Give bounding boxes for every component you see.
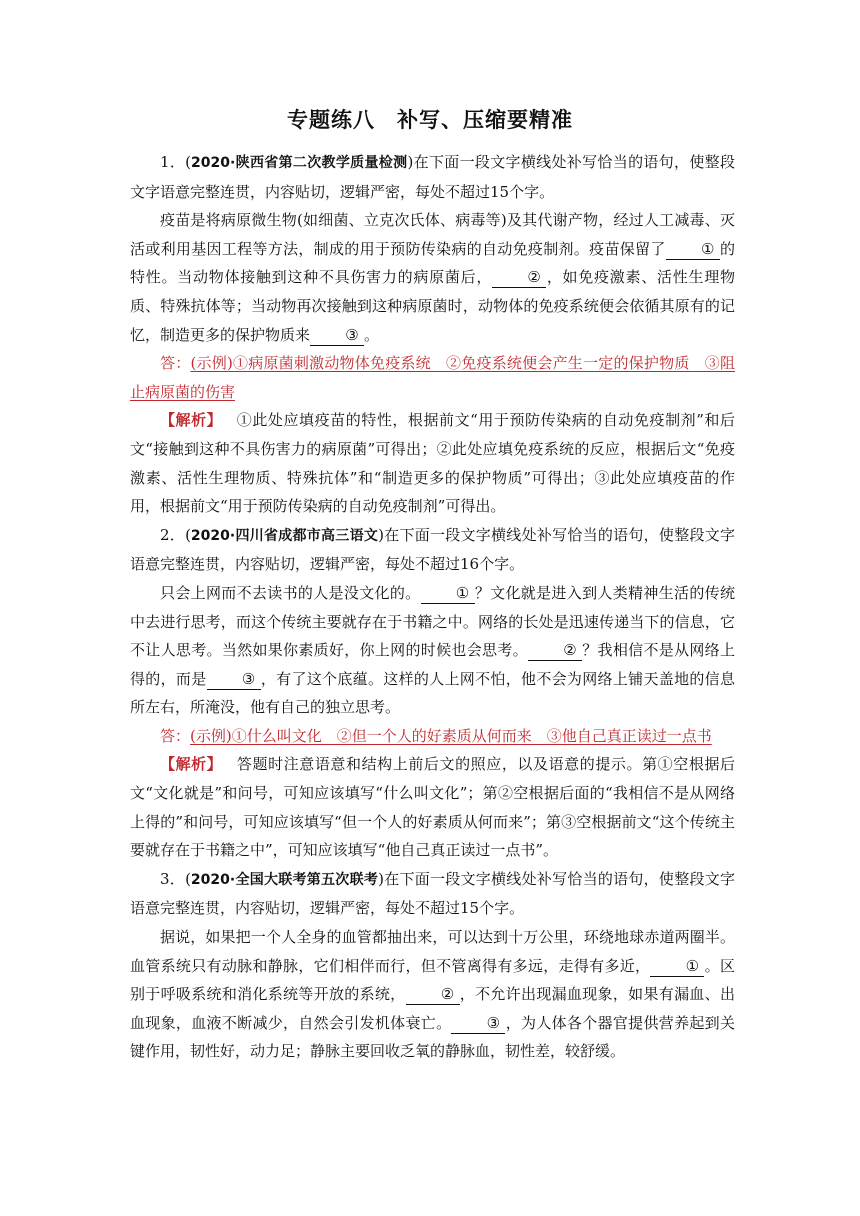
analysis-text: 答题时注意语意和结构上前后文的照应，以及语意的提示。第①空根据后文“文化就是”和问号，可知应该填写“什么叫文化”；第②空根据后面的“我相信不是从网络上得的”和问号，可知应该填写“但一个人的好素质从何而来”；第③空根据前文“这个传统主要就存在于书籍之中”，可知应该填写“他自己真正读过一点书”。 <box>130 755 735 860</box>
blank-1: ① <box>421 583 475 604</box>
question-source: 2020·全国大联考第五次联考 <box>190 871 379 888</box>
question-2-passage <box>130 579 735 722</box>
passage-text: 据说，如果把一个人全身的血管都抽出来，可以达到十万公里，环绕地球赤道两圈半。血管系统只有动脉和静脉，它们相伴而行，但不管离得有多远，走得有多近， <box>130 928 735 975</box>
passage-text: ，如免疫激素、活性生理物质、特殊抗体等；当动物再次接触到这种病原菌时，动物体的免疫系统便会依循其原有的记忆，制造更多的保护物质来 <box>130 268 735 344</box>
question-instruction: )在下面一段文字横线处补写恰当的语句，使整段文字语意完整连贯，内容贴切，逻辑严密，每处不超过16个字。 <box>130 525 735 574</box>
passage-text: ，不允许出现漏血现象，如果有漏血、出血现象，血液不断减少，自然会引发机体衰亡。 <box>130 985 735 1032</box>
document-body <box>130 148 735 1066</box>
blank-3: ③ <box>207 669 261 690</box>
answer-text: (示例)①什么叫文化 ②但一个人的好素质从何而来 ③他自己真正读过一点书 <box>190 726 712 745</box>
page-title: 专题练八 补写、压缩要精准 <box>287 108 573 132</box>
question-2-analysis <box>130 750 735 864</box>
question-2-prompt <box>130 521 735 579</box>
analysis-label: 【解析】 <box>160 411 223 430</box>
passage-text: ？我相信不是从网络上得的，而是 <box>130 641 735 688</box>
question-number: 2．( <box>160 525 191 544</box>
blank-1: ① <box>666 239 720 260</box>
analysis-label: 【解析】 <box>160 755 223 774</box>
question-1-answer <box>130 349 735 406</box>
question-instruction: )在下面一段文字横线处补写恰当的语句，使整段文字语意完整连贯，内容贴切，逻辑严密，每处不超过15个字。 <box>130 869 735 918</box>
answer-text: (示例)①病原菌刺激动物体免疫系统 ②免疫系统便会产生一定的保护物质 ③阻止病原菌的伤害 <box>130 354 735 401</box>
answer-label: 答： <box>160 354 191 373</box>
answer-label: 答： <box>160 726 191 745</box>
blank-2: ② <box>406 984 460 1005</box>
question-3-prompt <box>130 865 735 923</box>
question-1-analysis <box>130 406 735 520</box>
blank-1: ① <box>650 956 704 977</box>
blank-3: ③ <box>451 1013 505 1034</box>
blank-2: ② <box>492 267 546 288</box>
question-source: 2020·四川省成都市高三语文 <box>190 527 379 544</box>
question-instruction: )在下面一段文字横线处补写恰当的语句，使整段文字语意完整连贯，内容贴切，逻辑严密，每处不超过15个字。 <box>130 153 735 201</box>
question-number: 1．( <box>160 153 192 171</box>
question-1-passage <box>130 206 735 349</box>
blank-3: ③ <box>310 325 364 346</box>
blank-2: ② <box>528 640 582 661</box>
passage-text: ？文化就是进入到人类精神生活的传统中去进行思考，而这个传统主要就存在于书籍之中。网络的长处是迅速传递当下的信息，它不让人思考。当然如果你素质好，你上网的时候也会思考。 <box>130 583 735 660</box>
passage-text: ，有了这个底蕴。这样的人上网不怕，他不会为网络上铺天盖地的信息所左右，所淹没，他有自己的独立思考。 <box>130 669 735 717</box>
passage-text: 的特性。当动物体接触到这种不具伤害力的病原菌后， <box>130 239 735 287</box>
question-1-prompt <box>130 148 735 206</box>
passage-text: 。区别于呼吸系统和消化系统等开放的系统， <box>130 956 735 1004</box>
question-source: 2020·陕西省第二次教学质量检测 <box>191 155 408 171</box>
passage-text: ，为人体各个器官提供营养起到关键作用，韧性好，动力足；静脉主要回收乏氧的静脉血，韧性差，较舒缓。 <box>130 1013 735 1061</box>
passage-text: 疫苗是将病原微生物(如细菌、立克次氏体、病毒等)及其代谢产物，经过人工减毒、灭活或利用基因工程等方法，制成的用于预防传染病的自动免疫制剂。疫苗保留了 <box>130 211 735 258</box>
passage-text: 只会上网而不去读书的人是没文化的。 <box>160 583 421 602</box>
question-2-answer <box>130 722 735 751</box>
analysis-text: ①此处应填疫苗的特性，根据前文“用于预防传染病的自动免疫制剂”和后文“接触到这种不具伤害力的病原菌”可得出；②此处应填免疫系统的反应，根据后文“免疫激素、活性生理物质、特殊抗体”和“制造更多的保护物质”可得出；③此处应填疫苗的作用，根据前文“用于预防传染病的自动免疫制剂”可得出。 <box>130 411 735 516</box>
question-3-passage <box>130 923 735 1066</box>
question-number: 3．( <box>160 869 191 888</box>
passage-text: 。 <box>364 325 380 344</box>
